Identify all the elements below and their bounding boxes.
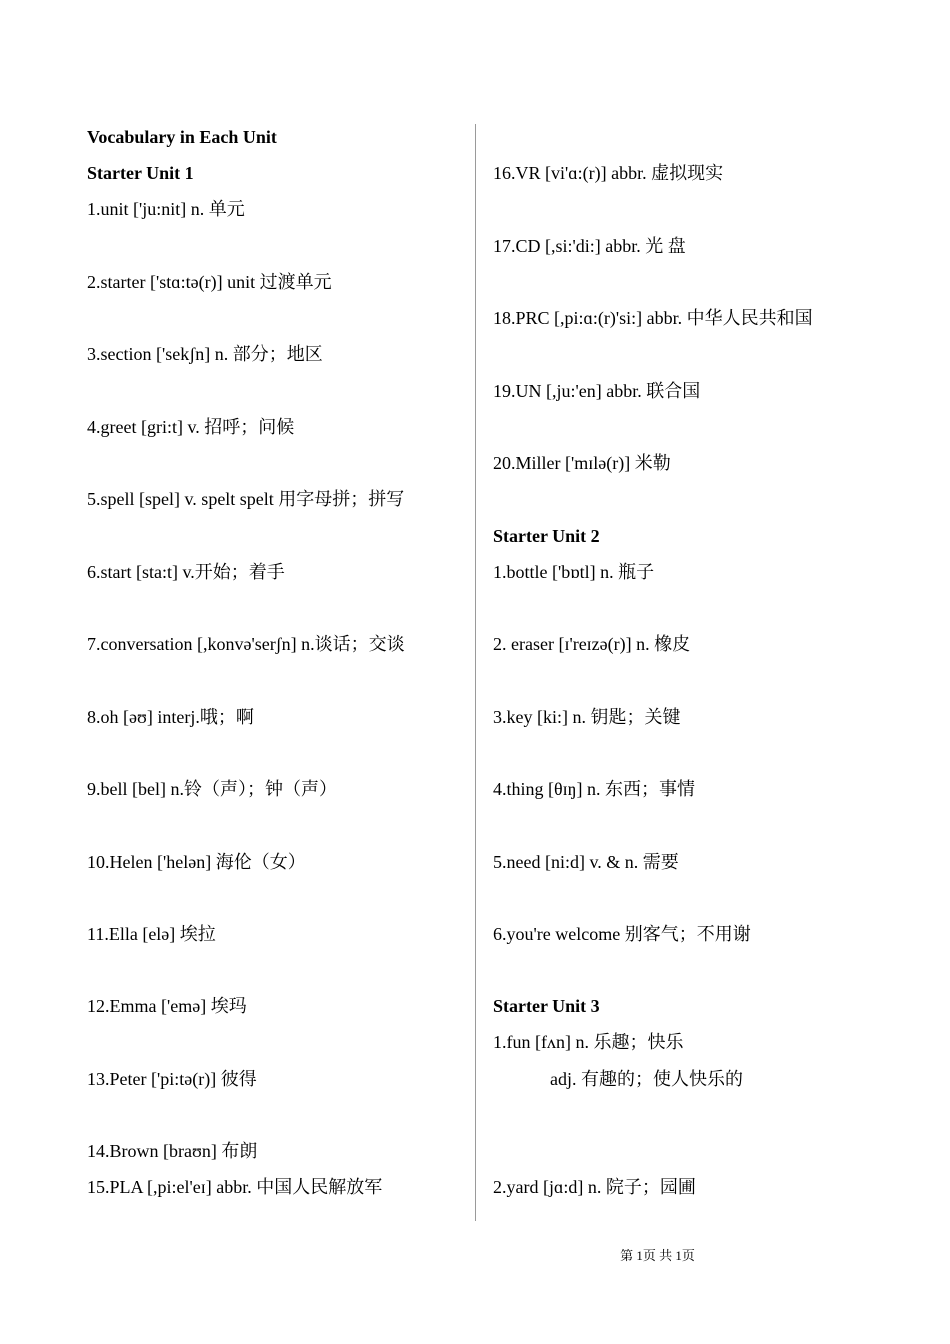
vocab-item: 16.VR [vi'ɑ:(r)] abbr. 虚拟现实	[493, 163, 724, 183]
unit2-heading: Starter Unit 2	[493, 526, 600, 546]
vocab-item: 13.Peter ['pi:tə(r)] 彼得	[87, 1069, 257, 1089]
vocab-item: 2.starter ['stɑ:tə(r)] unit 过渡单元	[87, 272, 332, 292]
column-divider	[475, 124, 476, 1221]
vocab-item: 6.start [sta:t] v.开始；着手	[87, 562, 285, 582]
vocab-item: 5.spell [spel] v. spelt spelt 用字母拼；拼写	[87, 489, 405, 509]
vocab-item: 2.yard [jɑ:d] n. 院子；园圃	[493, 1177, 696, 1197]
vocab-item: 10.Helen ['helən] 海伦（女）	[87, 852, 306, 872]
vocab-item: 15.PLA [,pi:el'eɪ] abbr. 中国人民解放军	[87, 1177, 383, 1197]
page-number: 第 1页 共 1页	[620, 1248, 695, 1263]
vocab-item: 19.UN [,ju:'en] abbr. 联合国	[493, 381, 701, 401]
unit3-heading: Starter Unit 3	[493, 996, 600, 1016]
vocab-item-continuation: adj. 有趣的；使人快乐的	[550, 1069, 743, 1089]
vocab-item: 2. eraser [ɪ'reɪzə(r)] n. 橡皮	[493, 634, 691, 654]
vocab-item: 5.need [ni:d] v. & n. 需要	[493, 852, 679, 872]
vocab-item: 1.bottle ['bɒtl] n. 瓶子	[493, 562, 655, 582]
vocab-item: 3.section ['sekʃn] n. 部分；地区	[87, 344, 323, 364]
vocab-item: 4.thing [θɪŋ] n. 东西；事情	[493, 779, 696, 799]
vocab-item: 3.key [ki:] n. 钥匙；关键	[493, 707, 681, 727]
vocab-item: 17.CD [,si:'di:] abbr. 光 盘	[493, 236, 686, 256]
vocab-item: 6.you're welcome 别客气；不用谢	[493, 924, 751, 944]
vocab-item: 18.PRC [,pi:ɑ:(r)'si:] abbr. 中华人民共和国	[493, 308, 813, 328]
vocab-item: 7.conversation [,konvə'serʃn] n.谈话；交谈	[87, 634, 405, 654]
vocab-item: 8.oh [əʊ] interj.哦；啊	[87, 707, 254, 727]
vocab-item: 14.Brown [braʊn] 布朗	[87, 1141, 258, 1161]
unit1-heading: Starter Unit 1	[87, 163, 194, 183]
document-title: Vocabulary in Each Unit	[87, 127, 277, 147]
vocab-item: 11.Ella [elə] 埃拉	[87, 924, 216, 944]
vocab-item: 1.unit ['ju:nit] n. 单元	[87, 199, 245, 219]
vocab-item: 20.Miller ['mɪlə(r)] 米勒	[493, 453, 671, 473]
vocab-item: 1.fun [fʌn] n. 乐趣；快乐	[493, 1032, 684, 1052]
vocab-item: 9.bell [bel] n.铃（声）；钟（声）	[87, 779, 337, 799]
vocab-item: 12.Emma ['emə] 埃玛	[87, 996, 247, 1016]
page-footer	[0, 1246, 950, 1266]
vocab-item: 4.greet [gri:t] v. 招呼；问候	[87, 417, 295, 437]
